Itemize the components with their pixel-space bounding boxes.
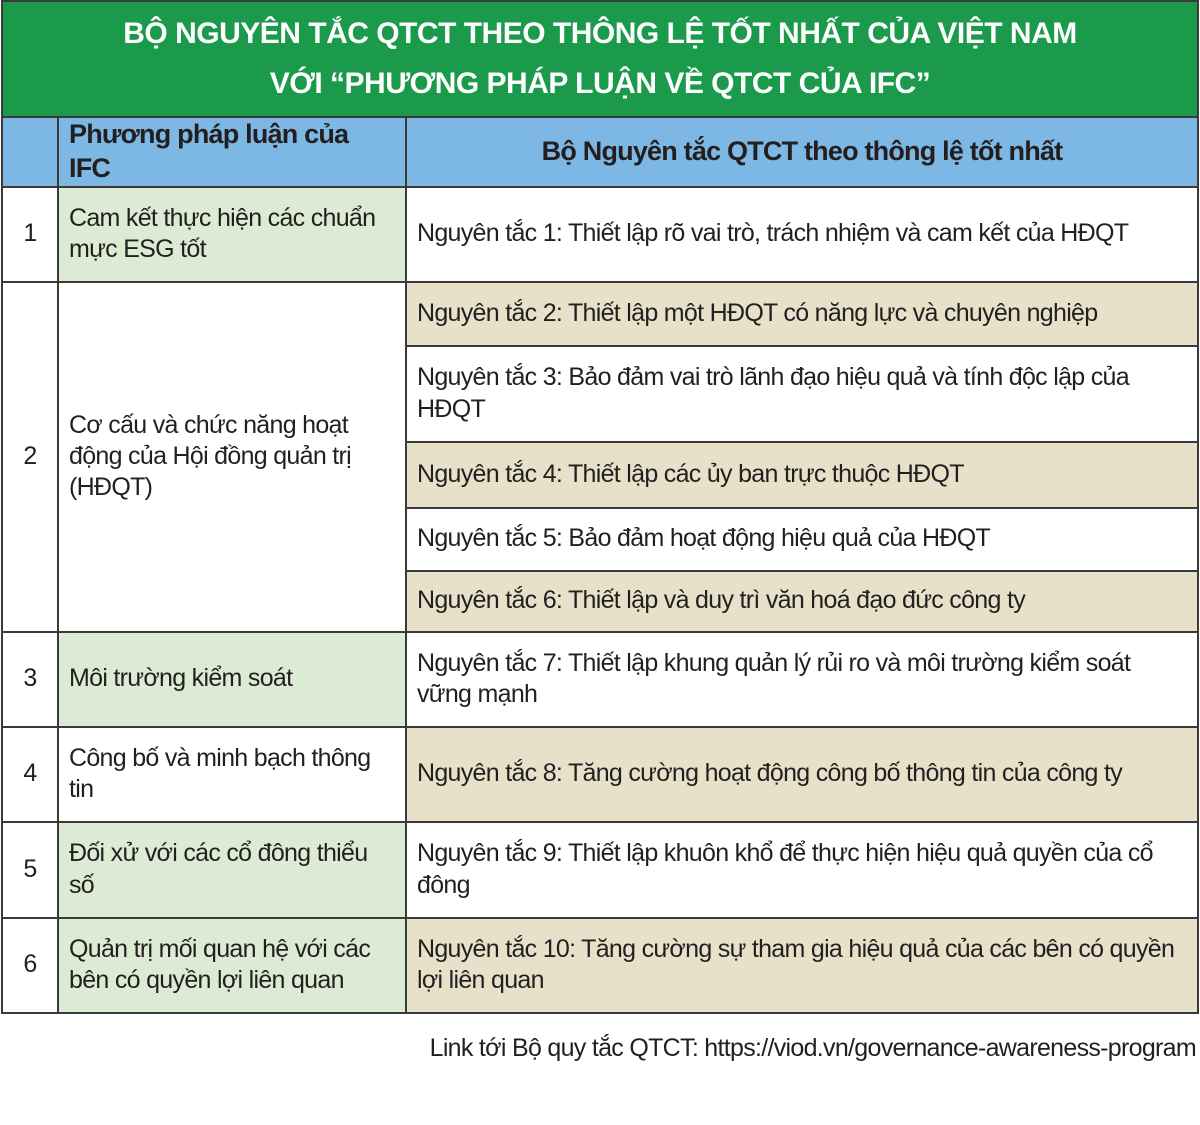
header-num xyxy=(2,117,58,187)
principle-cell: Nguyên tắc 8: Tăng cường hoạt động công bố thông tin của công ty xyxy=(406,727,1198,822)
table-row xyxy=(2,282,1198,346)
principle-cell: Nguyên tắc 2: Thiết lập một HĐQT có năng lực và chuyên nghiệp xyxy=(406,282,1198,346)
header-principles: Bộ Nguyên tắc QTCT theo thông lệ tốt nhất xyxy=(406,117,1198,187)
row-number: 3 xyxy=(2,632,58,727)
principle-cell: Nguyên tắc 10: Tăng cường sự tham gia hiệu quả của các bên có quyền lợi liên quan xyxy=(406,918,1198,1013)
principle-cell: Nguyên tắc 3: Bảo đảm vai trò lãnh đạo hiệu quả và tính độc lập của HĐQT xyxy=(406,346,1198,442)
row-number: 6 xyxy=(2,918,58,1013)
table-row xyxy=(2,632,1198,727)
title-line-1: BỘ NGUYÊN TẮC QTCT THEO THÔNG LỆ TỐT NHẤT CỦA VIỆT NAM xyxy=(123,16,1077,50)
principle-cell: Nguyên tắc 9: Thiết lập khuôn khổ để thực hiện hiệu quả quyền của cổ đông xyxy=(406,822,1198,918)
ifc-cell: Đối xử với các cổ đông thiểu số xyxy=(58,822,406,918)
ifc-cell: Quản trị mối quan hệ với các bên có quyền lợi liên quan xyxy=(58,918,406,1013)
footer-link[interactable]: Link tới Bộ quy tắc QTCT: https://viod.vn/governance-awareness-program xyxy=(429,1033,1196,1062)
principle-cell: Nguyên tắc 4: Thiết lập các ủy ban trực thuộc HĐQT xyxy=(406,442,1198,508)
principle-cell: Nguyên tắc 6: Thiết lập và duy trì văn hoá đạo đức công ty xyxy=(406,571,1198,632)
table-row xyxy=(2,187,1198,282)
title-line-2: VỚI “PHƯƠNG PHÁP LUẬN VỀ QTCT CỦA IFC” xyxy=(269,67,931,100)
principle-cell: Nguyên tắc 1: Thiết lập rõ vai trò, trách nhiệm và cam kết của HĐQT xyxy=(406,187,1198,282)
principle-cell: Nguyên tắc 5: Bảo đảm hoạt động hiệu quả của HĐQT xyxy=(406,508,1198,571)
ifc-cell: Môi trường kiểm soát xyxy=(58,632,406,727)
table-title xyxy=(2,1,1198,117)
table-row xyxy=(2,727,1198,822)
row-number: 5 xyxy=(2,822,58,918)
table-row xyxy=(2,918,1198,1013)
row-number: 1 xyxy=(2,187,58,282)
ifc-cell: Cơ cấu và chức năng hoạt động của Hội đồng quản trị (HĐQT) xyxy=(58,282,406,632)
header-ifc: Phương pháp luận của IFC xyxy=(58,117,406,187)
ifc-cell: Cam kết thực hiện các chuẩn mực ESG tốt xyxy=(58,187,406,282)
row-number: 2 xyxy=(2,282,58,632)
row-number: 4 xyxy=(2,727,58,822)
principles-table xyxy=(1,0,1199,1014)
ifc-cell: Công bố và minh bạch thông tin xyxy=(58,727,406,822)
principle-cell: Nguyên tắc 7: Thiết lập khung quản lý rủi ro và môi trường kiểm soát vững mạnh xyxy=(406,632,1198,727)
table-row xyxy=(2,822,1198,918)
